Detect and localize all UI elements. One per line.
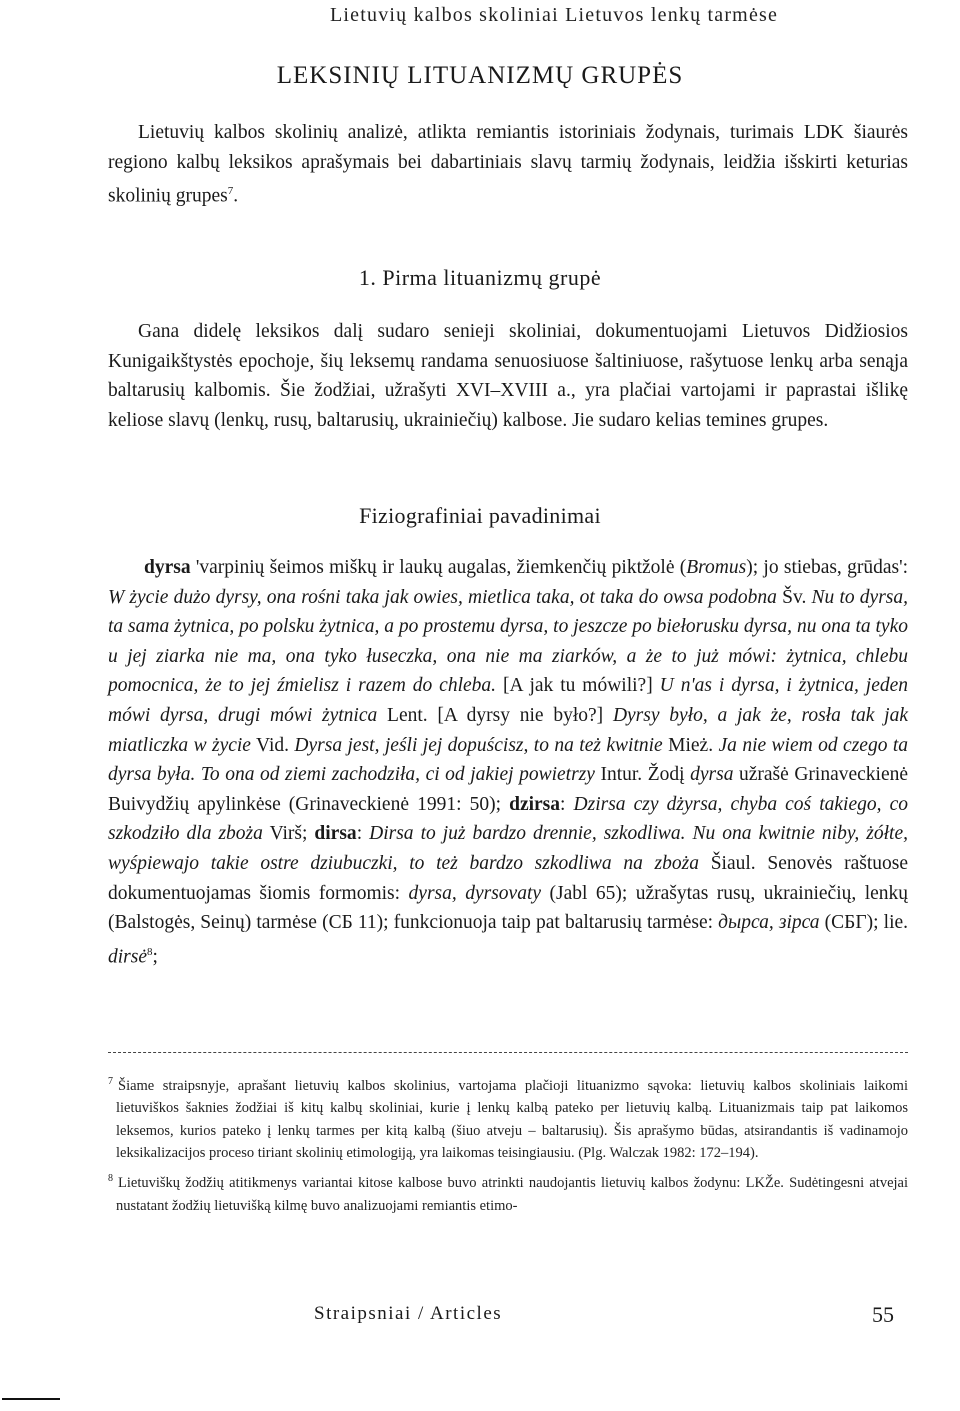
footnote-text: Šiame straipsnyje, aprašant lietuvių kalbos skolinius, vartojama plačioji lituanizmo sąvoka: lietuvių kalbos skoliniais laikomi lietuviškos šaknies žodžiai iš kitų kalbų skoliniai, kurie į lenkų kalbą pateko per lietuvių kalbą. Lituanizmais taip pat laikomos leksemos, kurios pateko į lenkų tarmes per kitą kalbą (šiuo atveju – baltarusių). Šis aprašymo būdas, atsirandantis iš vadinamojo leksikalizacijos proceso tiriant skolinių etimologiją, yra laikomas teisingiausiu. (Plg. Walczak 1982: 172–194). [116,1077,908,1162]
entry-lt-word: dirsė [108,946,147,968]
source: Intur. [600,764,643,786]
quote: Ja nie wiem od czego ta dyrsa była. To ona od ziemi zachodziła, ci od jakiej powietrzy [108,734,909,786]
group-title: Fiziografiniai pavadinimai [359,503,601,528]
subsection-title: 1. Pirma lituanizmų grupė [358,265,602,290]
footnote-mark: 7 [108,1076,113,1087]
section-title: LEKSINIŲ LITUANIZMŲ GRUPĖS [276,62,684,89]
source: Šv. [782,586,807,608]
footer-label: Straipsniai / Articles [314,1303,503,1324]
bracket-note: [A dyrsy nie było?] [437,704,604,726]
entry-headword-2: dzirsa [509,793,561,815]
intro-end: . [233,185,239,207]
running-head: Lietuvių kalbos skoliniai Lietuvos lenkų tarmėse [330,4,779,26]
entry-text: Žodį [647,764,685,786]
footnote-text: Lietuviškų žodžių atitikmenys variantai kitose kalbose buvo atrinkti naudojantis lietuvių kalbos žodynu: LKŽe. Sudėtingesni atvejai nustatant žodžių lietuvišką kilmę buvo analizuojami remiantis etimo- [116,1175,908,1214]
page-number: 55 [872,1302,894,1327]
quote: Nu to dyrsa, ta sama żytnica, po polsku żytnica, a po prostemu dyrsa, to jeszcze po biełorusku dyrsa, nu ona ta tyko u jej ziarka nie ma, ona tyko łuseczka, ona nie ma ziarków, a że to już mówi: żytnica, chlebu pomocnica, że to jej źmielisz i razem do chleba. [108,586,909,697]
subsection-text: Gana didelę leksikos dalį sudaro senieji skoliniai, dokumentuojami Lietuvos Didžiosios Kunigaikštystės epochoje, šių leksemų randama senuosiuose šaltiniuose, rašytuose lenkų arba senąja baltarusių kalbomis. Šie žodžiai, užrašyti XVI–XVIII a., yra plačiai vartojami ir paprastai išlikę keliose slavų (lenkų, rusų, baltarusių, ukrainiečių) kalbose. Jie sudaro kelias temines grupes. [108,321,908,431]
entry-forms: dyrsa, dyrsovaty [408,882,542,904]
entry-genus: Bromus [686,557,747,578]
footnote-mark: 8 [108,1173,113,1185]
entry-headword-3: dirsa [314,823,357,845]
subsection-paragraph [108,317,908,435]
entry-gloss-2: ); jo stiebas, grūdas': [746,557,909,578]
entry-gloss: 'varpinių šeimos miškų ir laukų augalas, žiemkenčių piktžolė ( [195,557,687,578]
dictionary-entry: dyrsa 'varpinių šeimos miškų ir laukų augalas, žiemkenčių piktžolė (Bromus); jo stiebas, grūdas': W życie dużo dyrsy, ona rośni taka jak owies, mietlica taka, ot taka do owsa podobna Šv. Nu to dyrsa, ta sama żytnica, po polsku żytnica, a po prostemu dyrsa, to jeszcze po biełorusku dyrsa, nu ona ta tyko u jej ziarka nie ma, ona tyko łuseczka, ona nie ma ziarków, a że to już mówi: żytnica, chlebu pomocnica, że to jej źmielisz i razem do chleba. [A jak tu mówili?] U n'as i dyrsa, i żytnica, jeden mówi dyrsa, drugi mówi żytnica Lent. [A dyrsy nie było?] Dyrsy było, a jak że, rosła tak jak miatliczka w życie Vid. Dyrsa jest, jeśli jej dopuścisz, to na też kwitnie Mież. Ja nie wiem od czego ta dyrsa była. To ona od ziemi zachodziła, ci od jakiej powietrzy Intur. Žodį dyrsa užrašė Grinaveckienė Buivydžių apylinkėse (Grinaveckienė 1991: 50); dzirsa: Dzirsa czy dżyrsa, chyba coś takiego, co szkodziło dla zboża Virš; dirsa: Dirsa to już bardzo drennie, szkodliwa. Nu ona kwitnie niby, żółte, wyśpiewajo takie ostre dziubuczki, to też bardzo szkodliwa na zboża Šiaul. Senovės raštuose dokumentuojamas šiomis formomis: dyrsa, dyrsovaty (Jabl 65); užrašytas rusų, ukrainiečių, lenkų (Balstogės, Seinų) tarmėse (СБ 11); funkcionuoja taip pat baltarusių tarmėse: дырса, зірса (СБГ); lie. dirsė$^8$; [108,557,909,968]
source: Mież. [668,734,714,756]
source: Šiaul. [710,852,756,874]
quote: U n'as i dyrsa, i żytnica, jeden mówi dyrsa, drugi mówi żytnica [108,675,909,726]
source: Vid. [256,734,289,756]
entry-forms: дырса, зірса [718,912,820,934]
entry-word: dyrsa [690,764,734,786]
entry-headword: dyrsa [144,557,191,578]
footnote-ref-7[interactable]: 7 [227,185,234,197]
entry-text: (Jabl 65); užrašytas rusų, ukrainiečių, lenkų (Balstogės, Seinų) tarmėse (СБ 11); funkcionuoja taip pat baltarusių tarmėse: [108,882,909,934]
entry-text: užrašė Grinaveckienė Buivydžių apylinkėse (Grinaveckienė 1991: 50); [108,764,909,815]
entry-text: ; [152,946,158,968]
quote: Dyrsy było, a jak że, rosła tak jak miatliczka w życie [108,704,908,756]
source: Virš; [269,823,308,845]
entry-text: (СБГ); lie. [824,912,909,934]
scan-corner-mark [2,1398,60,1400]
quote: Dzirsa czy dżyrsa, chyba coś takiego, co szkodziło dla zboża [108,793,908,845]
footnote-ref-8[interactable]: 8 [147,945,153,958]
footnote-8 [108,1168,908,1217]
quote: Dirsa to już bardzo drennie, szkodliwa. Nu ona kwitnie niby, żółte, wyśpiewajo takie ostre dziubuczki, to też bardzo szkodliwa na zboża [108,823,908,874]
footnotes [108,1071,908,1221]
intro-paragraph [108,118,908,211]
quote: Dyrsa jest, jeśli jej dopuścisz, to na też kwitnie [294,734,663,756]
bracket-note: [A jak tu mówili?] [503,675,653,697]
source: Lent. [387,704,428,726]
footnote-7 [108,1071,908,1164]
footnote-separator [108,1052,908,1054]
entry-text: Senovės raštuose dokumentuojamas šiomis formomis: [108,852,908,904]
intro-text: Lietuvių kalbos skolinių analizė, atlikta remiantis istoriniais žodynais, turimais LDK šiaurės regiono kalbų leksikos aprašymais bei dabartiniais slavų tarmių žodynais, leidžia išskirti keturias skolinių grupes [108,122,908,207]
quote: W życie dużo dyrsy, ona rośni taka jak owies, mietlica taka, ot taka do owsa podobna [108,586,777,608]
